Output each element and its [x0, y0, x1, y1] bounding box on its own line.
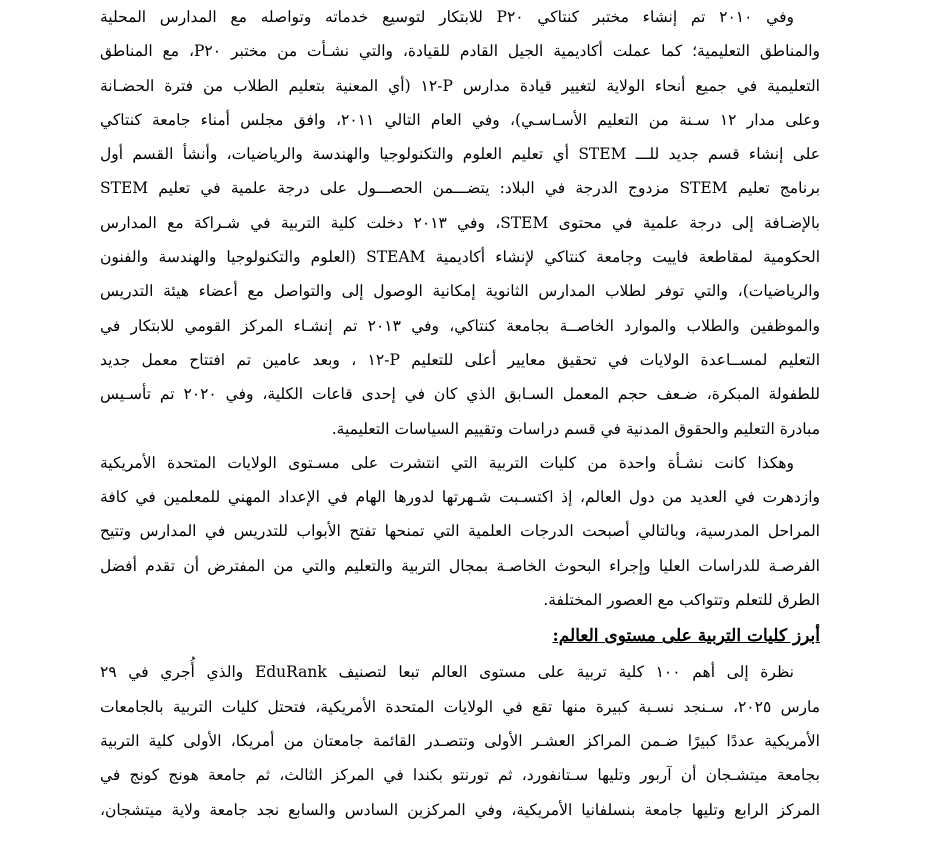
text-line: على إنشاء قسم جديد للـــ STEM أي تعليم العلوم والتكنولوجيا والهندسة والرياضيات، وأنشأ القسم أول: [100, 145, 820, 164]
text-line: بالإضـافة إلى درجة علمية في محتوى STEM، وفي ٢٠١٣ دخلت كلية التربية في شـراكة مع المدارس: [100, 213, 820, 232]
text-line: الطرق للتعلم وتتواكب مع العصور المختلفة.: [543, 591, 820, 610]
text-line: والرياضيات)، والتي توفر لطلاب المدارس الثانوية إمكانية الوصول إلى والتواصل مع أعضاء هيئة التدريس: [100, 282, 820, 301]
text-line: الحكومية لمقاطعة فاييت وجامعة كنتاكي لإنشاء أكاديمية STEAM (العلوم والتكنولوجيا والهندسة والفنون: [100, 248, 820, 267]
text-line: وازدهرت في العديد من دول العالم، إذ اكتسـبت شـهرتها لدورها الهام في الإعداد المهني للمعلمين في كافة: [100, 488, 820, 507]
document-page: [100, 0, 820, 849]
paragraph-edurank-ranking: [100, 655, 820, 826]
text-line: الفرصـة للدراسات العليا وإجراء البحوث الخاصـة بمجال التربية والتعليم والتي من المفترض أن تقدم أفضل: [100, 556, 820, 575]
text-line: التعليمية في جميع أنحاء الولاية لتغيير قيادة مدارس P-١٢ (أي المعنية بتعليم الطلاب من فترة الحضـانة: [100, 76, 820, 95]
text-line: الأمريكية عددًا كبيرًا ضـمن المراكز العشـر الأولى وتتصـدر القائمة جامعتان من أمريكا، الأولى كلية التربية: [100, 731, 820, 750]
text-line: وعلى مدار ١٢ سـنة من التعليم الأسـاسـي)، وفي العام التالي ٢٠١١، وافق مجلس أمناء جامعة كنتاكي: [100, 110, 820, 129]
text-line: مارس ٢٠٢٥، سـنجد نسـبة كبيرة منها تقع في الولايات المتحدة الأمريكية، فتحتل كليات التربية بالجامعات: [100, 697, 820, 716]
text-line: نظرة إلى أهم ١٠٠ كلية تربية على مستوى العالم تبعا لتصنيف EduRank والذي أُجري في ٢٩: [100, 663, 794, 682]
text-line: وفي ٢٠١٠ تم إنشاء مختبر كنتاكي P٢٠ للابتكار لتوسيع خدماته وتواصله مع المدارس المحلية: [100, 8, 794, 26]
text-line: وهكذا كانت نشـأة واحدة من كليات التربية التي انتشرت على مسـتوى الولايات المتحدة الأمريكية: [100, 453, 794, 472]
text-line: برنامج تعليم STEM مزدوج الدرجة في البلاد: يتضـــمن الحصـــول على درجة علمية في تعليم STEM: [100, 179, 820, 198]
paragraph-kentucky-history: [100, 0, 820, 446]
text-line: بجامعة ميتشـجان أن آربور وتليها سـتانفورد، ثم تورنتو بكندا في المركز الثالث، ثم جامعة هونج كونج في: [100, 766, 820, 785]
text-line: التعليم لمســاعدة الولايات في تحقيق معايير أعلى للتعليم P-١٢ ، وبعد عامين تم افتتاح معمل جديد: [100, 350, 820, 369]
section-heading: أبرز كليات التربية على مستوى العالم:: [552, 626, 820, 647]
text-line: والمناطق التعليمية؛ كما عملت أكاديمية الجيل القادم للقيادة، والتي نشـأت من مختبر P٢٠، مع المناطق: [100, 42, 820, 61]
text-line: المركز الرابع وتليها جامعة بنسلفانيا الأمريكية، وفي المركزين السادس والسابع نجد جامعة ولاية ميتشجان،: [100, 800, 820, 819]
text-line: المراحل المدرسية، وبالتالي أصبحت الدرجات العلمية التي تمنحها تفتح الأبواب للتدريس في المدارس وتتيح: [100, 522, 820, 541]
text-line: والموظفين والطلاب والموارد الخاصــة بجامعة كنتاكي، وفي ٢٠١٣ تم إنشـاء المركز القومي للابتكار في: [100, 316, 820, 335]
paragraph-colleges-spread: [100, 446, 820, 617]
text-line: مبادرة التعليم والحقوق المدنية في قسم دراسات وتقييم السياسات التعليمية.: [331, 419, 820, 438]
text-line: للطفولة المبكرة، ضـعف حجم المعمل السـابق الذي كان في إحدى قاعات الكلية، وفي ٢٠٢٠ تم تأسـيس: [100, 385, 820, 404]
